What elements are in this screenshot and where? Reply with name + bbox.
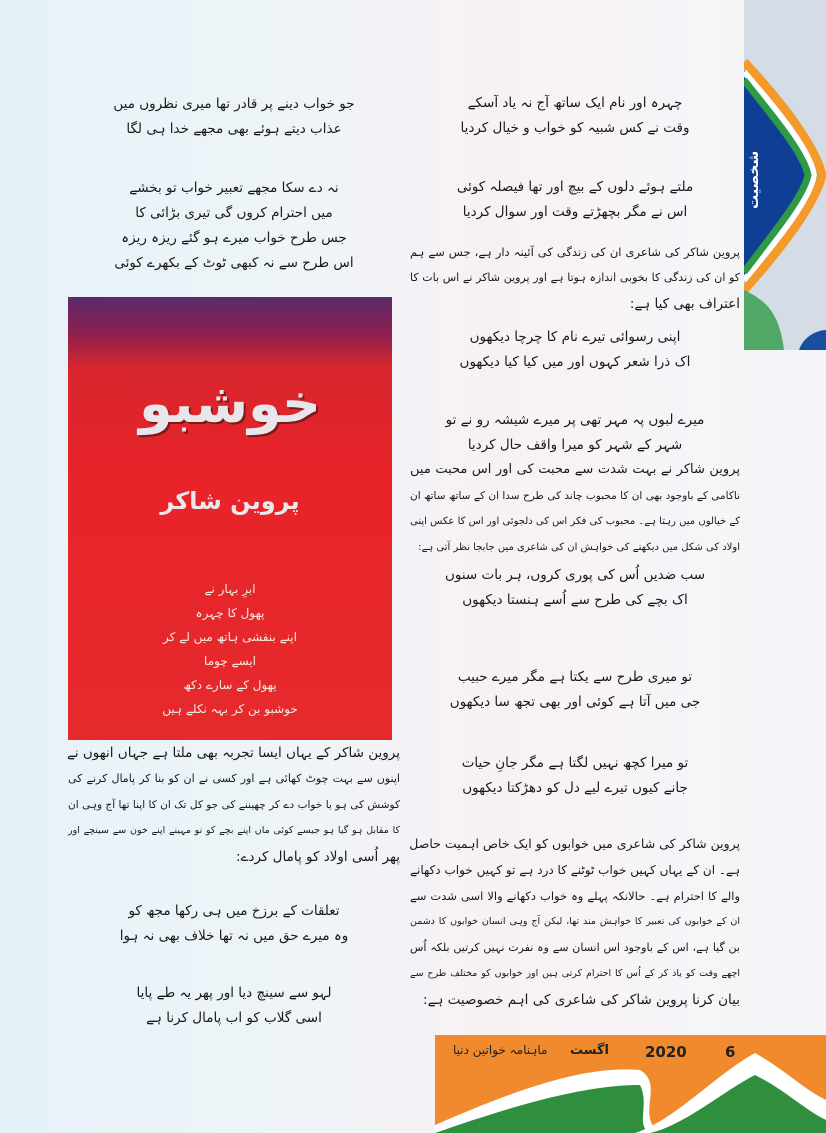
section-tab (744, 0, 826, 350)
verse-stanza (410, 325, 740, 375)
verse-line: وقت نے کس شبیہ کو خواب و خیال کردیا (460, 120, 690, 136)
prose-line: پروین شاکر کی شاعری ان کی زندگی کی آئینہ دار ہے، جس سے ہم (410, 245, 740, 259)
prose-line: پروین شاکر کے یہاں ایسا تجربہ بھی ملتا ہے جہاں انھوں نے (66, 745, 400, 761)
verse-line: میں احترام کروں گی تیری بڑائی کا (135, 205, 333, 221)
book-title: خوشبو (139, 372, 321, 435)
prose-line: کوشش کی ہو یا خواب دے کر چھیننے کی جو کل تک ان کا اپنا تھا آج وہی ان (68, 799, 400, 811)
cover-poem-line: پھول کے سارے دکھ (183, 678, 277, 692)
verse-line: عذاب دیتے ہوئے بھی مجھے خدا ہی لگا (126, 121, 342, 137)
section-tab-label: شخصیت (746, 150, 762, 210)
prose-line: بن گیا ہے، اس کے باوجود اس انسان سے وہ نفرت نہیں کرتیں بلکہ اُس (410, 941, 740, 954)
cover-poem-line: پھول کا چہرہ (195, 606, 265, 620)
verse-line: وہ میرے حق میں نہ تھا خلاف بھی نہ ہوا (119, 928, 349, 944)
prose-paragraph (410, 831, 740, 1013)
verse-stanza (410, 563, 740, 613)
verse-line: اک بچے کی طرح سے اُسے ہنستا دیکھوں (462, 592, 688, 608)
verse-stanza (68, 899, 400, 949)
prose-paragraph (410, 239, 740, 317)
verse-line: سب ضدیں اُس کی پوری کروں، ہر بات سنوں (444, 567, 706, 583)
verse-stanza (68, 176, 400, 276)
verse-line: میرے لبوں پہ مہر تھی پر میرے شیشہ رو نے تو (445, 412, 705, 428)
prose-line: ان کے خوابوں کی تعبیر کا خواہش مند تھا، لیکن آج وہی انسان خوابوں کا دشمن (410, 916, 740, 927)
verse-stanza (410, 408, 740, 458)
prose-line: والے کا احترام ہے۔ حالانکہ پہلے وہ خواب دکھانے والا اسی شدت سے (410, 889, 740, 903)
prose-paragraph (410, 457, 740, 561)
verse-line: نہ دے سکا مجھے تعبیر خواب تو بخشے (129, 180, 339, 196)
footer-banner (435, 1035, 826, 1133)
verse-line: تو میری طرح سے یکتا ہے مگر میرے حبیب (457, 669, 693, 685)
book-author: پروین شاکر (160, 487, 300, 515)
prose-line: کا مقابل ہو گیا ہو جیسے کوئی ماں اپنے بچے کو نو مہینے اپنے خون سے سینچے اور (68, 825, 400, 836)
prose-line: اعتراف بھی کیا ہے: (629, 296, 740, 312)
prose-line: پھر اُسی اولاد کو پامال کردے: (236, 849, 400, 865)
verse-line: شہر کے شہر کو میرا واقف حال کردیا (467, 437, 683, 453)
verse-stanza (68, 92, 400, 142)
verse-line: چہرہ اور نام ایک ساتھ آج نہ یاد آسکے (467, 95, 683, 111)
verse-stanza (410, 175, 740, 225)
verse-line: جانے کیوں تیرے لیے دل کو دھڑکتا دیکھوں (462, 780, 688, 796)
prose-line: کے خیالوں میں رہتا ہے۔ محبوب کی فکر اس کی دلجوئی اور اس کا عکس اپنی (410, 516, 740, 527)
prose-line: ہے۔ ان کے یہاں کہیں خواب ٹوٹنے کا درد ہے تو کہیں خواب دکھانے (410, 863, 740, 877)
prose-line: پروین شاکر کی شاعری میں خوابوں کو ایک خاص اہمیت حاصل (409, 836, 740, 851)
prose-paragraph (68, 740, 400, 870)
verse-line: لہو سے سینچ دیا اور پھر یہ طے پایا (136, 985, 332, 1001)
cover-poem-line: اپنے بنفشی ہاتھ میں لے کر (163, 630, 297, 644)
verse-line: اسی گلاب کو اب پامال کرنا ہے (146, 1010, 322, 1026)
verse-line: ملتے ہوئے دلوں کے بیچ اور تھا فیصلہ کوئی (456, 179, 694, 195)
verse-stanza (410, 751, 740, 801)
verse-line: اس نے مگر بچھڑتے وقت اور سوال کردیا (462, 204, 688, 220)
magazine-name: ماہنامہ خواتین دنیا (453, 1043, 548, 1057)
issue-month: اگست (570, 1043, 610, 1058)
verse-stanza (410, 665, 740, 715)
prose-line: پروین شاکر نے بہت شدت سے محبت کی اور اس محبت میں (410, 462, 740, 477)
verse-line: تعلقات کے برزخ میں ہی رکھا مجھ کو (128, 903, 340, 919)
page-number: 6 (725, 1043, 736, 1061)
cover-poem-line: خوشبو بن کر بہہ نکلے ہیں (162, 702, 298, 716)
verse-line: جی میں آتا ہے کوئی اور بھی تجھ سا دیکھوں (449, 694, 701, 710)
verse-stanza (68, 981, 400, 1031)
verse-line: اس طرح سے نہ کبھی ٹوٹ کے بکھرے کوئی (114, 255, 354, 271)
book-cover-image (68, 297, 392, 740)
prose-line: کو ان کی زندگی کا بخوبی اندازہ ہوتا ہے اور پروین شاکر نے اس بات کا (410, 271, 740, 284)
prose-line: بیان کرنا پروین شاکر کی شاعری کی اہم خصوصیت ہے: (423, 992, 740, 1008)
cover-poem-line: ایسے چوما (204, 654, 256, 668)
verse-stanza (410, 91, 740, 141)
verse-line: جس طرح خواب میرے ہو گئے ریزہ ریزہ (121, 230, 347, 246)
verse-line: تو میرا کچھ نہیں لگتا ہے مگر جانِ حیات (461, 755, 689, 771)
prose-line: اولاد کی شکل میں دیکھنے کی خواہش ان کی شاعری میں جابجا نظر آتی ہے: (418, 542, 740, 553)
prose-line: اپنوں سے بہت چوٹ کھائی ہے اور کسی نے ان کو بنا کر پامال کرنے کی (68, 772, 400, 785)
verse-line: اک ذرا شعر کہوں اور میں کیا کیا دیکھوں (459, 354, 691, 370)
prose-line: اچھے وقت کو یاد کر کے اُس کا احترام کرتی ہیں اور خوابوں کو مختلف طرح سے (410, 968, 740, 979)
cover-poem-line: ابرِ بہار نے (204, 582, 256, 596)
issue-year: 2020 (645, 1043, 687, 1061)
prose-line: ناکامی کے باوجود بھی ان کا محبوب چاند کی طرح سدا ان کے ساتھ ساتھ ان (410, 490, 740, 502)
verse-line: اپنی رسوائی تیرے نام کا چرچا دیکھوں (469, 329, 681, 345)
book-cover-poem (68, 577, 392, 721)
verse-line: جو خواب دینے پر قادر تھا میری نظروں میں (113, 96, 355, 112)
